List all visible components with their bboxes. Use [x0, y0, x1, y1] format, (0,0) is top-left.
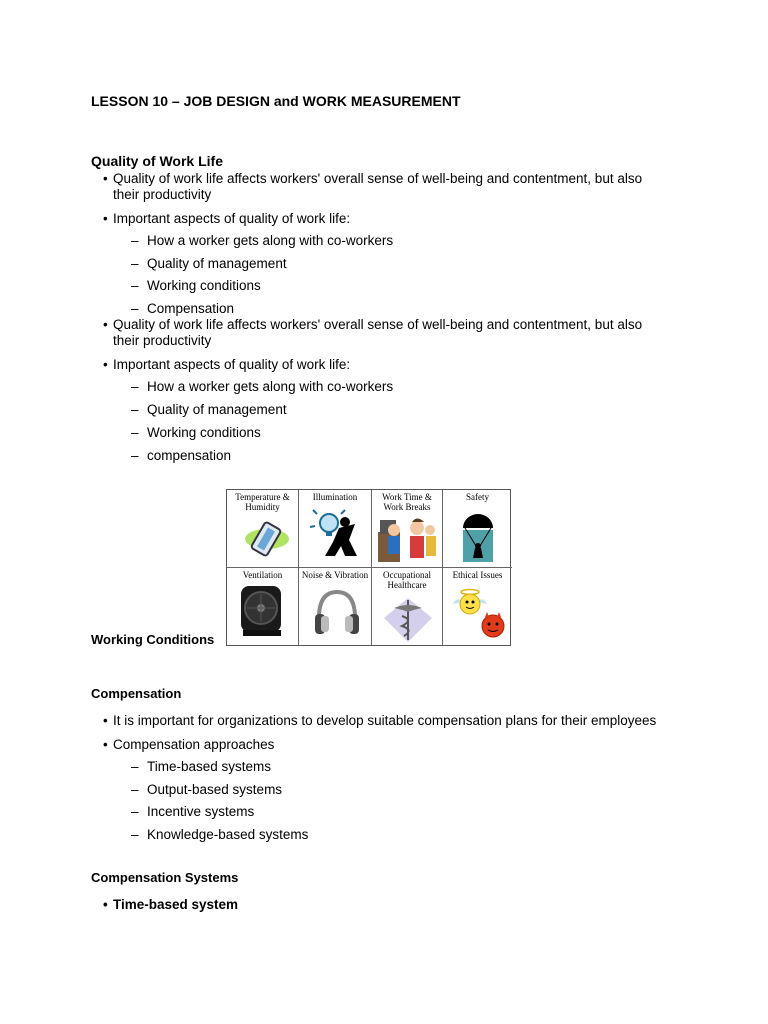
sub-text: Incentive systems [147, 804, 255, 819]
sub-text: Quality of management [147, 402, 287, 417]
bullet-text: Time-based system [113, 897, 239, 912]
sub-text: Output-based systems [147, 782, 283, 797]
cell-label: Ventilation [242, 570, 283, 580]
dash: – [131, 804, 139, 819]
dash: – [131, 256, 139, 271]
qwl-bullet-1-cont: their productivity [113, 187, 212, 202]
bullet-text: Important aspects of quality of work life: [113, 357, 351, 372]
cell-ventilation [227, 568, 299, 645]
sub-text: How a worker gets along with co-workers [147, 233, 394, 248]
cell-safety [443, 490, 512, 568]
cell-label: Occupational Healthcare [383, 570, 431, 590]
bullet-text: Compensation approaches [113, 737, 275, 752]
cell-label: Temperature & Humidity [235, 492, 290, 512]
comp-sub-item [131, 827, 308, 843]
cell-label: Work Time & Work Breaks [382, 492, 432, 512]
qwl-sub-item [131, 448, 231, 464]
qwl-bullet-1 [103, 171, 642, 187]
dash: – [131, 448, 139, 463]
cell-illumination [299, 490, 372, 568]
bullet-text: Quality of work life affects workers' overall sense of well-being and contentment, but also [113, 171, 643, 186]
dash: – [131, 233, 139, 248]
qwl-sub-item [131, 233, 393, 249]
sub-text: Compensation [147, 301, 235, 316]
bullet-text: Quality of work life affects workers' overall sense of well-being and contentment, but also [113, 317, 643, 332]
qwl-heading: Quality of Work Life [91, 153, 223, 169]
bullet-dot: • [103, 317, 108, 332]
lesson-title: LESSON 10 – JOB DESIGN and WORK MEASUREMENT [91, 93, 461, 109]
qwl-sub-item [131, 402, 287, 418]
bullet-dot: • [103, 713, 108, 728]
compensation-heading: Compensation [91, 686, 182, 701]
compensation-systems-heading: Compensation Systems [91, 870, 239, 885]
sub-text: Working conditions [147, 425, 261, 440]
bullet-dot: • [103, 897, 108, 912]
qwl-sub-item [131, 301, 234, 317]
qwl-sub-item [131, 278, 261, 294]
qwl-bullet-3 [103, 317, 642, 333]
cell-ethics [443, 568, 512, 645]
comp-bullet-1 [103, 713, 656, 729]
working-conditions-label: Working Conditions [91, 632, 215, 647]
working-conditions-grid [226, 489, 511, 646]
dash: – [131, 425, 139, 440]
qwl-bullet-2 [103, 211, 350, 227]
cell-work-time [372, 490, 443, 568]
sub-text: Time-based systems [147, 759, 272, 774]
dash: – [131, 278, 139, 293]
cell-noise [299, 568, 372, 645]
dash: – [131, 402, 139, 417]
cell-label: Ethical Issues [452, 570, 503, 580]
dash: – [131, 782, 139, 797]
qwl-sub-item [131, 425, 261, 441]
qwl-sub-item [131, 379, 393, 395]
bullet-dot: • [103, 211, 108, 226]
comp-systems-bullet-1 [103, 897, 238, 913]
cell-label: Safety [466, 492, 489, 502]
qwl-bullet-4 [103, 357, 350, 373]
qwl-sub-item [131, 256, 287, 272]
cell-label: Illumination [312, 492, 358, 502]
sub-text: How a worker gets along with co-workers [147, 379, 394, 394]
qwl-bullet-3-cont: their productivity [113, 333, 212, 348]
comp-sub-item [131, 759, 271, 775]
comp-bullet-2 [103, 737, 274, 753]
bullet-text: Important aspects of quality of work life: [113, 211, 351, 226]
bullet-dot: • [103, 737, 108, 752]
cell-label: Noise & Vibration [301, 570, 369, 580]
comp-sub-item [131, 804, 254, 820]
dash: – [131, 379, 139, 394]
bullet-text: It is important for organizations to develop suitable compensation plans for their employees [113, 713, 657, 728]
dash: – [131, 759, 139, 774]
bullet-dot: • [103, 357, 108, 372]
cell-temperature [227, 490, 299, 568]
comp-sub-item [131, 782, 282, 798]
bullet-dot: • [103, 171, 108, 186]
sub-text: Working conditions [147, 278, 261, 293]
sub-text: Quality of management [147, 256, 287, 271]
dash: – [131, 827, 139, 842]
dash: – [131, 301, 139, 316]
cell-healthcare [372, 568, 443, 645]
sub-text: compensation [147, 448, 232, 463]
sub-text: Knowledge-based systems [147, 827, 309, 842]
